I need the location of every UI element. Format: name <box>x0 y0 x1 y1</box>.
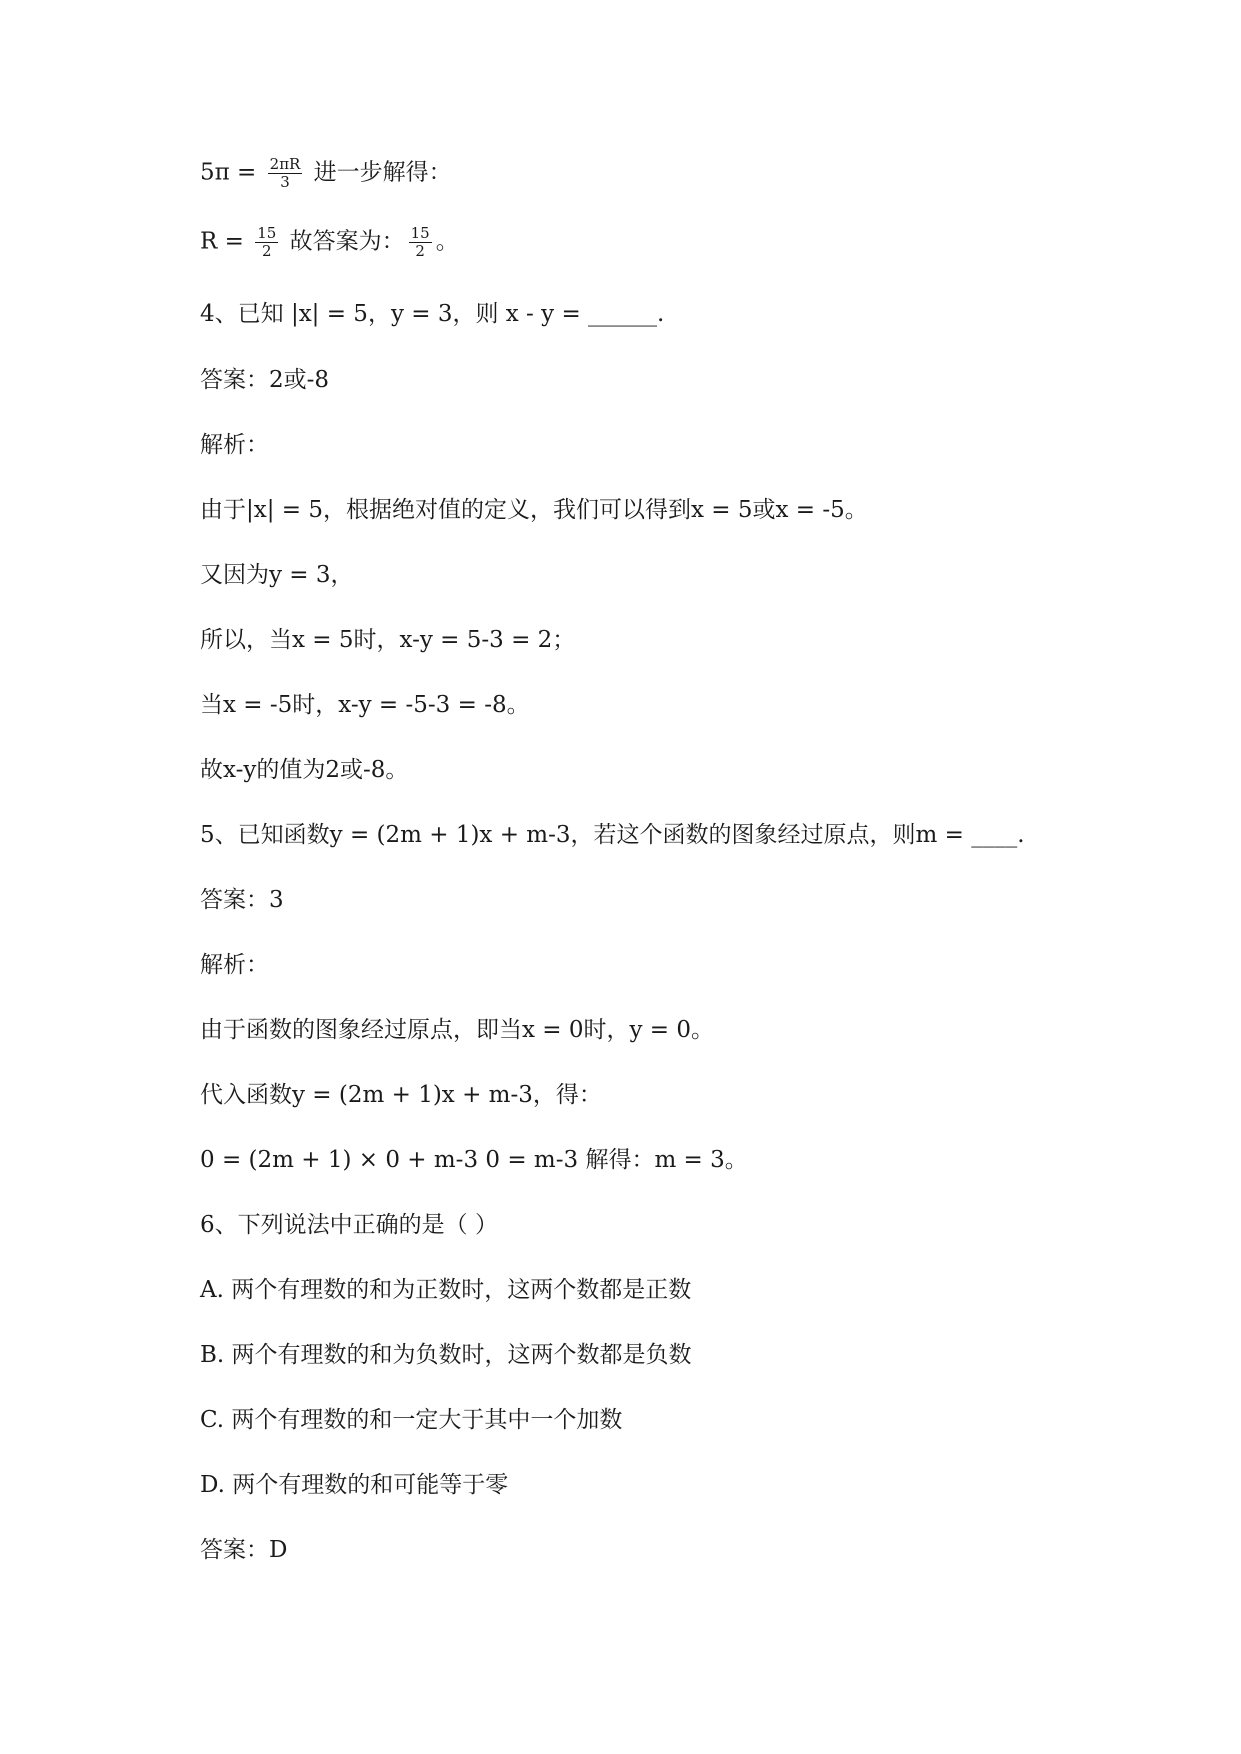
option-c: C. 两个有理数的和一定大于其中一个加数 <box>200 1407 623 1433</box>
fraction-numerator: 15 <box>410 224 430 242</box>
option-a: A. 两个有理数的和为正数时，这两个数都是正数 <box>200 1277 692 1303</box>
question-6: 6、下列说法中正确的是（ ） <box>200 1212 498 1238</box>
fraction-numerator: 2πR <box>269 155 301 173</box>
analysis-line: 由于函数的图象经过原点，即当x = 0时，y = 0。 <box>200 1017 715 1043</box>
result-text: 故答案为： <box>289 228 405 255</box>
analysis-label: 解析： <box>200 952 269 978</box>
fraction-denominator: 2 <box>261 242 272 260</box>
question-5: 5、已知函数y = (2m + 1)x + m-3，若这个函数的图象经过原点，则m = ____. <box>200 822 1025 848</box>
option-d: D. 两个有理数的和可能等于零 <box>200 1472 509 1498</box>
answer-6: 答案：D <box>200 1537 288 1563</box>
answer-4: 答案：2或-8 <box>200 367 330 393</box>
analysis-label: 解析： <box>200 432 269 458</box>
equation-left: 5π = <box>200 159 257 186</box>
analysis-line: 0 = (2m + 1) × 0 + m-3 0 = m-3 解得：m = 3。 <box>200 1147 748 1173</box>
analysis-line: 又因为y = 3， <box>200 562 354 588</box>
analysis-line: 故x-y的值为2或-8。 <box>200 757 409 783</box>
result-end: 。 <box>435 228 459 255</box>
result-line <box>200 225 459 260</box>
fraction <box>268 156 303 191</box>
equation-line <box>200 156 452 191</box>
analysis-line: 由于|x| = 5，根据绝对值的定义，我们可以得到x = 5或x = -5。 <box>200 497 868 523</box>
fraction <box>255 225 278 260</box>
option-b: B. 两个有理数的和为负数时，这两个数都是负数 <box>200 1342 692 1368</box>
equation-text: 进一步解得： <box>313 159 452 186</box>
fraction <box>409 225 432 260</box>
analysis-line: 代入函数y = (2m + 1)x + m-3，得： <box>200 1082 602 1108</box>
fraction-denominator: 2 <box>415 242 425 260</box>
answer-5: 答案：3 <box>200 887 284 913</box>
fraction-numerator: 15 <box>257 224 277 242</box>
question-4: 4、已知 |x| = 5，y = 3，则 x - y = ______. <box>200 301 665 327</box>
fraction-denominator: 3 <box>280 173 290 191</box>
analysis-line: 当x = -5时，x-y = -5-3 = -8。 <box>200 692 530 718</box>
analysis-line: 所以，当x = 5时，x-y = 5-3 = 2； <box>200 627 576 653</box>
result-left: R = <box>200 228 244 255</box>
